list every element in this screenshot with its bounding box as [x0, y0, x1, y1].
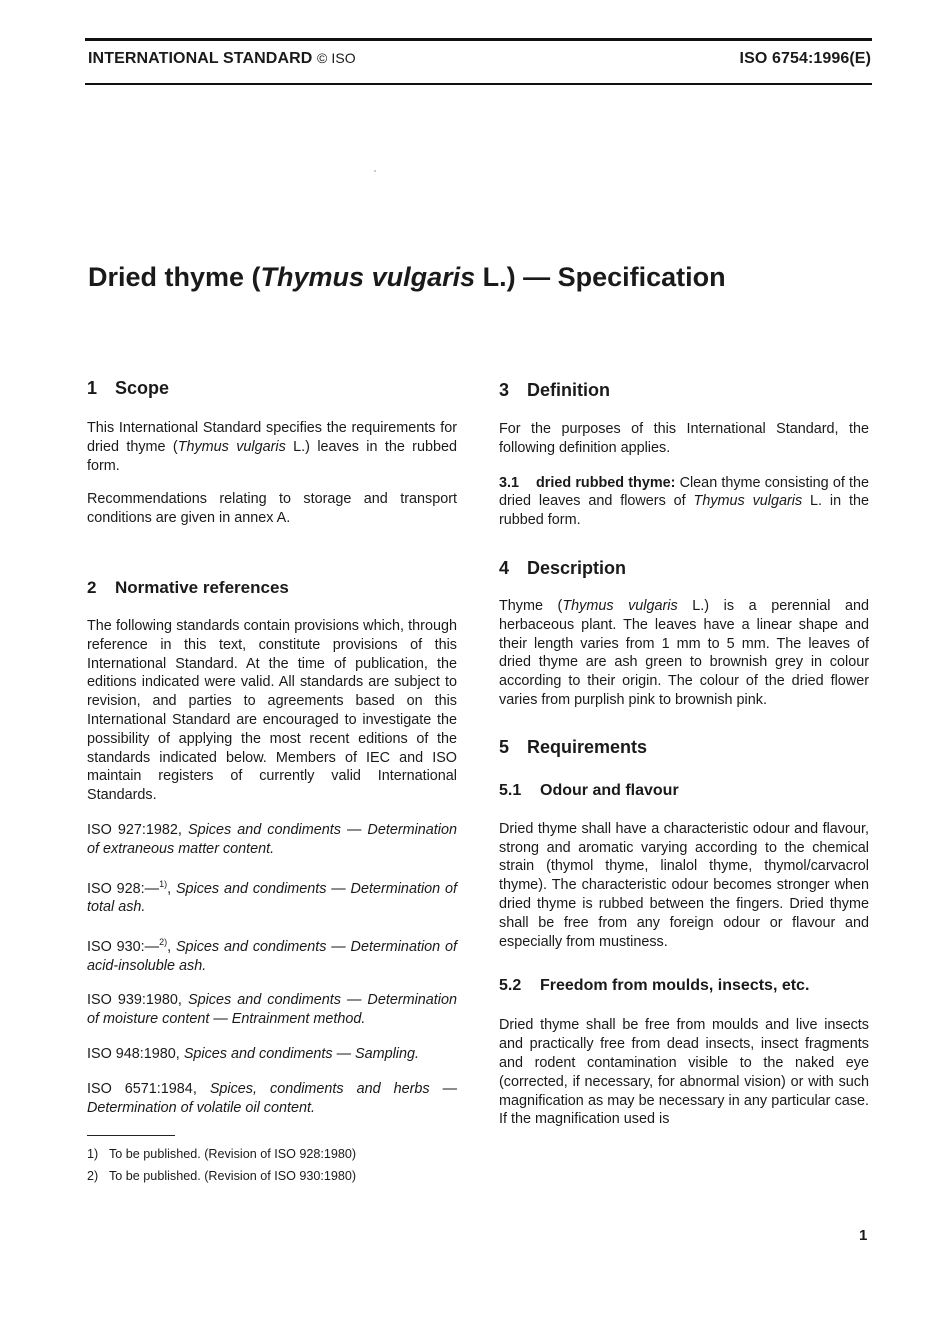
reference-iso-930: ISO 930:—$^{2)}$, Spices and condiments — Determination of acid-insoluble ash.	[87, 936, 458, 974]
reference-iso-939: ISO 939:1980, Spices and condiments — Determination of moisture content — Entrainment method.	[87, 992, 458, 1028]
section-heading-scope: 1 Scope	[87, 378, 170, 398]
running-header-left	[88, 50, 356, 68]
subsection-heading-freedom-moulds: 5.2 Freedom from moulds, insects, etc.	[499, 977, 810, 995]
reference-iso-928: ISO 928:—$^{1)}$, Spices and condiments — Determination of total ash.	[87, 878, 458, 916]
freedom-moulds-paragraph: Dried thyme shall be free from moulds and live insects and practically free from dead insects, insect fragments and rodent contamination visible to the naked eye (corrected, if necessary, for abnormal vision) or with such magnification as may be necessary in any particular case. If the magnification used is	[499, 1017, 869, 1128]
section-heading-requirements: 5 Requirements	[499, 736, 648, 757]
footnote-1: 1) To be published. (Revision of ISO 928:1980)	[87, 1147, 357, 1162]
subsection-heading-odour-flavour: 5.1 Odour and flavour	[499, 781, 679, 799]
section-heading-description: 4 Description	[499, 557, 627, 578]
normative-intro-paragraph: The following standards contain provisions which, through reference in this text, constitute provisions of this International Standard. At the time of publication, the editions indicated were valid. All standards are subject to revision, and parties to agreements based on this International Standard are encouraged to investigate the possibility of applying the most recent editions of the standards indicated below. Members of IEC and ISO maintain registers of currently valid International Standards.	[87, 617, 457, 804]
left-column	[87, 378, 457, 1184]
right-column	[499, 380, 869, 1129]
reference-iso-948: ISO 948:1980, Spices and condiments — Sampling.	[87, 1045, 419, 1062]
reference-iso-927: ISO 927:1982, Spices and condiments — Determination of extraneous matter content.	[87, 821, 458, 857]
copyright-label: © ISO	[316, 50, 356, 66]
scope-paragraph: This International Standard specifies the requirements for dried thyme (Thymus vulgaris L.) leaves in the rubbed form.	[87, 420, 457, 474]
scan-speck	[374, 170, 376, 172]
header-top-rule	[85, 38, 872, 41]
odour-flavour-paragraph: Dried thyme shall have a characteristic odour and flavour, strong and aromatic varying according to the chemical strain (thymol thyme, linalol thyme, thymol/carvacrol thyme). The characteristic odour becomes stronger when dried thyme is rubbed between the fingers. Dried thyme shall be free from any foreign odour or flavour and especially from mustiness.	[499, 820, 869, 950]
reference-iso-6571: ISO 6571:1984, Spices, condiments and herbs — Determination of volatile oil content.	[87, 1080, 457, 1116]
standard-type-label: INTERNATIONAL STANDARD	[88, 50, 313, 67]
header-bottom-rule	[85, 83, 872, 85]
page-number: 1	[859, 1227, 868, 1244]
definition-intro-paragraph: For the purposes of this International Standard, the following definition applies.	[499, 421, 869, 456]
section-heading-definition: 3 Definition	[499, 380, 610, 400]
description-paragraph: Thyme (Thymus vulgaris L.) is a perennial and herbaceous plant. The leaves have a linear shape and their length varies from 1 mm to 5 mm. The leaves of dried thyme are ash green to brownish grey in colour according to their origin. The colour of the dried flower varies from purplish pink to brownish pink.	[499, 597, 869, 708]
section-heading-normative-references: 2 Normative references	[87, 577, 289, 597]
document-title: Dried thyme (Thymus vulgaris L.) — Specification	[88, 262, 726, 292]
footnote-2: 2) To be published. (Revision of ISO 930:1980)	[87, 1169, 357, 1184]
term-dried-rubbed-thyme: 3.1 dried rubbed thyme: Clean thyme consisting of the dried leaves and flowers of Thymus vulgaris L. in the rubbed form.	[499, 474, 870, 529]
scope-annex-paragraph: Recommendations relating to storage and transport conditions are given in annex A.	[87, 491, 457, 527]
standard-number: ISO 6754:1996(E)	[739, 50, 871, 67]
